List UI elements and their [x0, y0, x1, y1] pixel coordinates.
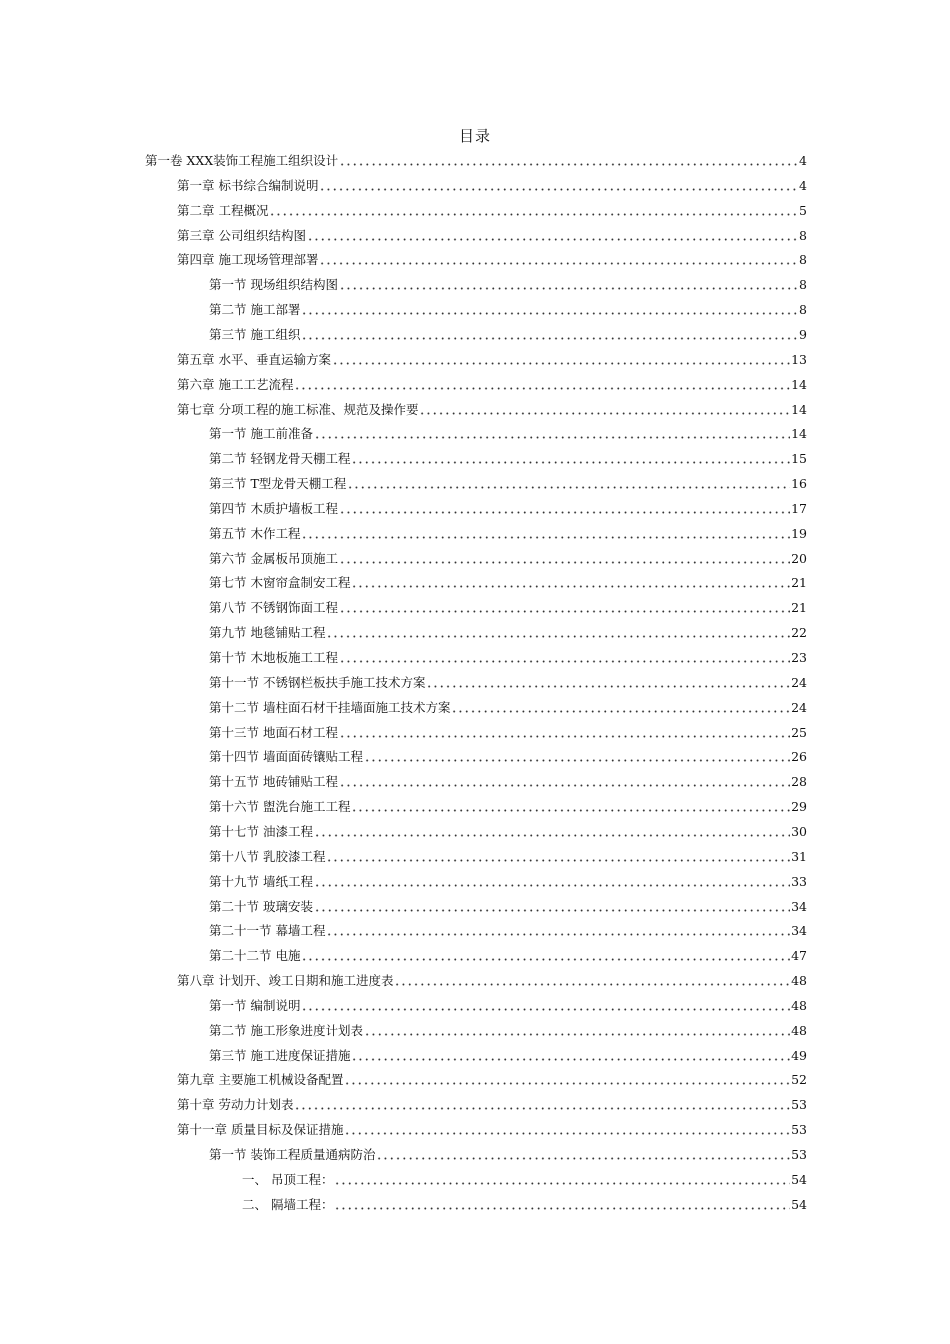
toc-dot-leader	[326, 933, 790, 936]
toc-dot-leader	[347, 486, 790, 489]
toc-entry[interactable]	[209, 647, 807, 667]
toc-entry[interactable]	[177, 225, 807, 245]
toc-dot-leader	[339, 610, 790, 613]
toc-dot-leader	[326, 635, 790, 638]
toc-entry-page: 54	[791, 1171, 807, 1187]
toc-entry-label: 第二节 施工形象进度计划表	[209, 1022, 363, 1038]
toc-dot-leader	[314, 909, 790, 912]
toc-dot-leader	[339, 735, 790, 738]
toc-entry-label: 第二章 工程概况	[177, 202, 269, 218]
toc-dot-leader	[314, 834, 790, 837]
toc-entry[interactable]	[177, 1094, 807, 1114]
toc-entry[interactable]	[209, 722, 807, 742]
toc-entry-label: 第十七节 油漆工程	[209, 823, 313, 839]
toc-entry-page: 19	[791, 525, 807, 541]
toc-entry-label: 第十节 木地板施工工程	[209, 650, 338, 665]
toc-dot-leader	[339, 784, 790, 787]
toc-entry-page: 23	[791, 650, 807, 665]
toc-entry-page: 30	[791, 823, 807, 839]
toc-dot-leader	[351, 585, 790, 588]
toc-entry-page: 20	[791, 550, 807, 566]
toc-entry-page: 24	[791, 674, 807, 690]
toc-dot-leader	[294, 387, 790, 390]
toc-entry-label: 一、 吊顶工程：	[242, 1171, 334, 1187]
toc-dot-leader	[301, 337, 798, 340]
toc-entry-label: 第三章 公司组织结构图	[177, 227, 306, 243]
toc-entry[interactable]	[209, 746, 807, 766]
toc-entry-label: 第五节 木作工程	[209, 525, 301, 541]
toc-dot-leader	[332, 362, 790, 365]
toc-entry[interactable]	[209, 1045, 807, 1065]
toc-entry-label: 二、 隔墙工程：	[242, 1196, 334, 1212]
toc-entry[interactable]	[209, 796, 807, 816]
toc-dot-leader	[426, 685, 790, 688]
toc-entry[interactable]	[209, 423, 807, 443]
toc-entry[interactable]	[209, 995, 807, 1015]
toc-entry[interactable]	[177, 175, 807, 195]
toc-entry-label: 第一章 标书综合编制说明	[177, 177, 319, 193]
toc-entry-page: 48	[791, 973, 807, 989]
toc-entry-label: 第七章 分项工程的施工标准、规范及操作要	[177, 401, 419, 417]
toc-dot-leader	[451, 710, 790, 713]
toc-entry-label: 第四章 施工现场管理部署	[177, 252, 319, 268]
toc-entry-label: 第十章 劳动力计划表	[177, 1097, 294, 1113]
toc-entry[interactable]	[209, 523, 807, 543]
toc-entry-page: 53	[791, 1122, 807, 1138]
toc-entry[interactable]	[209, 1020, 807, 1040]
toc-entry-page: 14	[791, 401, 807, 417]
toc-entry-page: 14	[791, 426, 807, 442]
toc-entry-label: 第六节 金属板吊顶施工	[209, 550, 338, 566]
toc-entry-label: 第九章 主要施工机械设备配置	[177, 1072, 344, 1088]
toc-entry-label: 第二节 轻钢龙骨天棚工程	[209, 451, 351, 467]
toc-entry-label: 第一卷 XXX装饰工程施工组织设计	[145, 153, 339, 168]
toc-dot-leader	[364, 1033, 790, 1036]
toc-entry[interactable]	[209, 548, 807, 568]
toc-entry[interactable]	[209, 622, 807, 642]
toc-entry[interactable]	[209, 920, 807, 940]
toc-entry-page: 49	[791, 1047, 807, 1063]
toc-dot-leader	[344, 1132, 790, 1135]
toc-entry-label: 第二十节 玻璃安装	[209, 898, 313, 914]
toc-entry[interactable]	[209, 871, 807, 891]
toc-entry-page: 8	[799, 277, 807, 293]
toc-entry[interactable]	[177, 970, 807, 990]
toc-entry-label: 第七节 木窗帘盒制安工程	[209, 575, 351, 591]
toc-entry-label: 第十六节 盥洗台施工工程	[209, 799, 351, 815]
toc-entry-label: 第十一章 质量目标及保证措施	[177, 1122, 344, 1138]
toc-dot-leader	[301, 312, 798, 315]
toc-entry-page: 8	[799, 302, 807, 318]
toc-dot-leader	[339, 511, 790, 514]
toc-entry-label: 第二十一节 幕墙工程	[209, 923, 326, 939]
toc-entry-page: 47	[791, 948, 807, 964]
toc-entry-label: 第十九节 墙纸工程	[209, 873, 313, 889]
toc-entry-label: 第一节 现场组织结构图	[209, 277, 338, 293]
toc-entry-label: 第八节 不锈钢饰面工程	[209, 600, 338, 616]
toc-dot-leader	[376, 1157, 790, 1160]
toc-dot-leader	[269, 213, 798, 216]
toc-entry-page: 48	[791, 997, 807, 1013]
toc-entry-page: 52	[791, 1072, 807, 1088]
toc-dot-leader	[419, 412, 790, 415]
toc-entry-label: 第一节 施工前准备	[209, 426, 313, 442]
toc-dot-leader	[314, 884, 790, 887]
toc-entry[interactable]	[209, 597, 807, 617]
toc-entry[interactable]	[209, 821, 807, 841]
toc-entry-label: 第四节 木质护墙板工程	[209, 500, 338, 516]
toc-entry-label: 第六章 施工工艺流程	[177, 376, 294, 392]
toc-entry-label: 第三节 施工组织	[209, 326, 301, 342]
toc-dot-leader	[326, 859, 790, 862]
toc-dot-leader	[339, 660, 790, 663]
toc-entry-page: 15	[791, 451, 807, 467]
toc-entry[interactable]	[209, 299, 807, 319]
toc-entry-page: 16	[791, 476, 807, 492]
toc-dot-leader	[351, 1058, 790, 1061]
toc-entry-page: 48	[791, 1022, 807, 1038]
toc-entry-page: 14	[791, 376, 807, 392]
toc-entry[interactable]	[209, 771, 807, 791]
toc-entry-page: 53	[791, 1097, 807, 1113]
toc-entry-page: 53	[791, 1147, 807, 1162]
toc-entry[interactable]	[209, 448, 807, 468]
toc-entry-label: 第八章 计划开、竣工日期和施工进度表	[177, 973, 394, 989]
toc-dot-leader	[344, 1082, 790, 1085]
toc-entry-page: 21	[791, 600, 807, 616]
toc-dot-leader	[301, 958, 790, 961]
toc-entry-label: 第一节 编制说明	[209, 997, 301, 1013]
toc-entry-page: 26	[791, 749, 807, 765]
toc-entry-page: 9	[799, 326, 807, 342]
toc-entry-page: 34	[791, 923, 807, 939]
toc-entry-label: 第九节 地毯铺贴工程	[209, 625, 326, 641]
toc-dot-leader	[307, 238, 798, 241]
toc-entry[interactable]	[209, 697, 807, 717]
toc-entry[interactable]	[177, 1069, 807, 1089]
toc-entry-label: 第三节 T型龙骨天棚工程	[209, 476, 347, 492]
toc-dot-leader	[334, 1182, 790, 1185]
toc-dot-leader	[339, 287, 798, 290]
page-title: 目录	[458, 127, 491, 145]
toc-entry-label: 第五章 水平、垂直运输方案	[177, 351, 331, 367]
toc-entry-page: 8	[799, 227, 807, 243]
toc-entry-page: 25	[791, 724, 807, 740]
toc-entry[interactable]	[209, 846, 807, 866]
toc-entry[interactable]	[209, 498, 807, 518]
toc-dot-leader	[339, 561, 790, 564]
toc-entry-label: 第十八节 乳胶漆工程	[209, 848, 326, 864]
toc-entry-page: 24	[791, 699, 807, 715]
toc-entry-label: 第十五节 地砖铺贴工程	[209, 774, 338, 790]
toc-dot-leader	[319, 188, 798, 191]
toc-entry-label: 第二节 施工部署	[209, 302, 301, 318]
toc-entry[interactable]	[209, 896, 807, 916]
toc-entry[interactable]	[145, 150, 807, 170]
toc-entry-label: 第三节 施工进度保证措施	[209, 1047, 351, 1063]
toc-entry[interactable]	[177, 374, 807, 394]
toc-entry[interactable]	[209, 473, 807, 493]
toc-entry-page: 17	[791, 500, 807, 516]
toc-entry-label: 第一节 装饰工程质量通病防治	[209, 1147, 376, 1162]
toc-dot-leader	[301, 1008, 790, 1011]
toc-dot-leader	[351, 809, 790, 812]
toc-entry-page: 22	[791, 625, 807, 641]
toc-entry-page: 4	[799, 153, 807, 168]
toc-entry-label: 第十一节 不锈钢栏板扶手施工技术方案	[209, 674, 426, 690]
toc-dot-leader	[301, 536, 790, 539]
toc-entry-label: 第十三节 地面石材工程	[209, 724, 338, 740]
toc-dot-leader	[364, 759, 790, 762]
toc-entry-page: 5	[799, 202, 807, 218]
toc-entry[interactable]	[177, 249, 807, 269]
toc-entry-page: 8	[799, 252, 807, 268]
toc-entry[interactable]	[209, 324, 807, 344]
toc-entry-page: 54	[791, 1196, 807, 1212]
toc-entry-page: 13	[791, 351, 807, 367]
toc-dot-leader	[394, 983, 790, 986]
toc-entry-page: 31	[791, 848, 807, 864]
toc-entry[interactable]	[209, 572, 807, 592]
toc-entry-page: 21	[791, 575, 807, 591]
toc-entry-page: 33	[791, 873, 807, 889]
toc-dot-leader	[334, 1207, 790, 1210]
toc-entry[interactable]	[209, 945, 807, 965]
toc-entry-label: 第十四节 墙面面砖镶贴工程	[209, 749, 363, 765]
toc-entry-label: 第十二节 墙柱面石材干挂墙面施工技术方案	[209, 699, 451, 715]
toc-entry[interactable]	[242, 1169, 807, 1189]
toc-entry-page: 28	[791, 774, 807, 790]
toc-dot-leader	[319, 262, 798, 265]
toc-dot-leader	[314, 436, 790, 439]
toc-entry[interactable]	[177, 200, 807, 220]
toc-entry[interactable]	[209, 672, 807, 692]
toc-entry[interactable]	[177, 349, 807, 369]
toc-entry[interactable]	[209, 1144, 807, 1164]
toc-entry[interactable]	[209, 274, 807, 294]
toc-entry[interactable]	[177, 399, 807, 419]
toc-dot-leader	[294, 1107, 790, 1110]
toc-entry-page: 29	[791, 799, 807, 815]
toc-dot-leader	[351, 461, 790, 464]
toc-entry-page: 34	[791, 898, 807, 914]
toc-entry[interactable]	[242, 1194, 807, 1214]
toc-entry-label: 第二十二节 电施	[209, 948, 301, 964]
toc-entry[interactable]	[177, 1119, 807, 1139]
toc-entry-page: 4	[799, 177, 807, 193]
toc-dot-leader	[339, 163, 798, 166]
